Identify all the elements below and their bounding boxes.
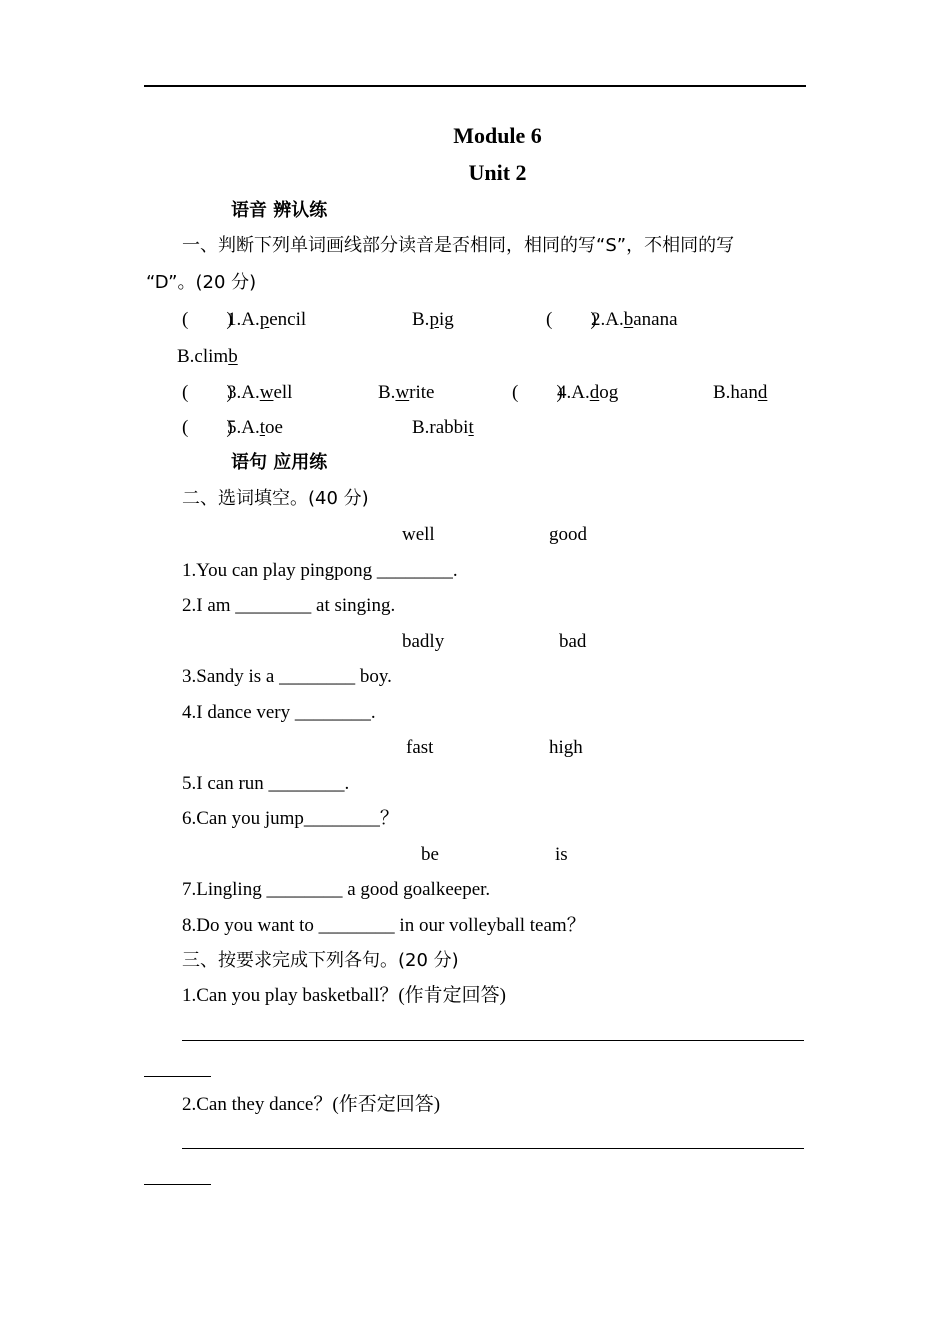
section1-tag: 语音 辨认练 [231,200,328,221]
question-2: 2.Can they dance？(作否定回答) [182,1094,441,1115]
word-option: badly [402,631,445,652]
item-3-option-b: B.write [378,382,435,403]
header-rule [144,85,806,87]
section2-instruction: 二、选词填空。(40 分) [182,488,369,509]
answer-blank-1[interactable]: ( ) [182,309,233,330]
module-title: Module 6 [453,123,542,148]
fill-sentence[interactable]: 7.Lingling ________ a good goalkeeper. [182,879,491,900]
answer-line-2[interactable] [182,1148,804,1149]
fill-sentence[interactable]: 3.Sandy is a ________ boy. [182,666,392,687]
section1-instruction-line2: “D”。(20 分) [146,272,257,293]
answer-line-1[interactable] [182,1040,804,1041]
fill-sentence[interactable]: 8.Do you want to ________ in our volleyball team？ [182,915,586,936]
item-4-option-a: 4.A.dog [557,382,619,403]
fill-sentence[interactable]: 1.You can play pingpong ________. [182,560,458,581]
word-option: fast [406,737,434,758]
word-option: high [549,737,583,758]
fill-sentence[interactable]: 4.I dance very ________. [182,702,376,723]
answer-blank-2[interactable]: ( ) [546,309,597,330]
item-4-option-b: B.hand [713,382,768,403]
answer-line-2-continued[interactable] [144,1184,211,1185]
item-1-option-b: B.pig [412,309,454,330]
item-2-option-b: B.climb [177,346,238,367]
word-option: good [549,524,587,545]
word-option: bad [559,631,587,652]
word-option: is [555,844,568,865]
answer-blank-5[interactable]: ( ) [182,417,233,438]
answer-line-1-continued[interactable] [144,1076,211,1077]
section2-tag: 语句 应用练 [231,452,328,473]
item-3-option-a: 3.A.well [227,382,293,403]
item-1-option-a: 1.A.pencil [227,309,307,330]
fill-sentence[interactable]: 2.I am ________ at singing. [182,595,396,616]
word-option: be [421,844,439,865]
item-5-option-b: B.rabbit [412,417,474,438]
fill-sentence[interactable]: 5.I can run ________. [182,773,350,794]
fill-sentence[interactable]: 6.Can you jump________？ [182,808,399,829]
section3-instruction: 三、按要求完成下列各句。(20 分) [182,950,459,971]
question-1: 1.Can you play basketball？(作肯定回答) [182,985,507,1006]
section1-instruction-line1: 一、判断下列单词画线部分读音是否相同，相同的写“S”，不相同的写 [182,235,735,256]
word-option: well [402,524,435,545]
item-2-option-a: 2.A.banana [591,309,678,330]
item-5-option-a: 5.A.toe [227,417,283,438]
answer-blank-3[interactable]: ( ) [182,382,233,403]
answer-blank-4[interactable]: ( ) [512,382,563,403]
unit-title: Unit 2 [468,160,527,185]
